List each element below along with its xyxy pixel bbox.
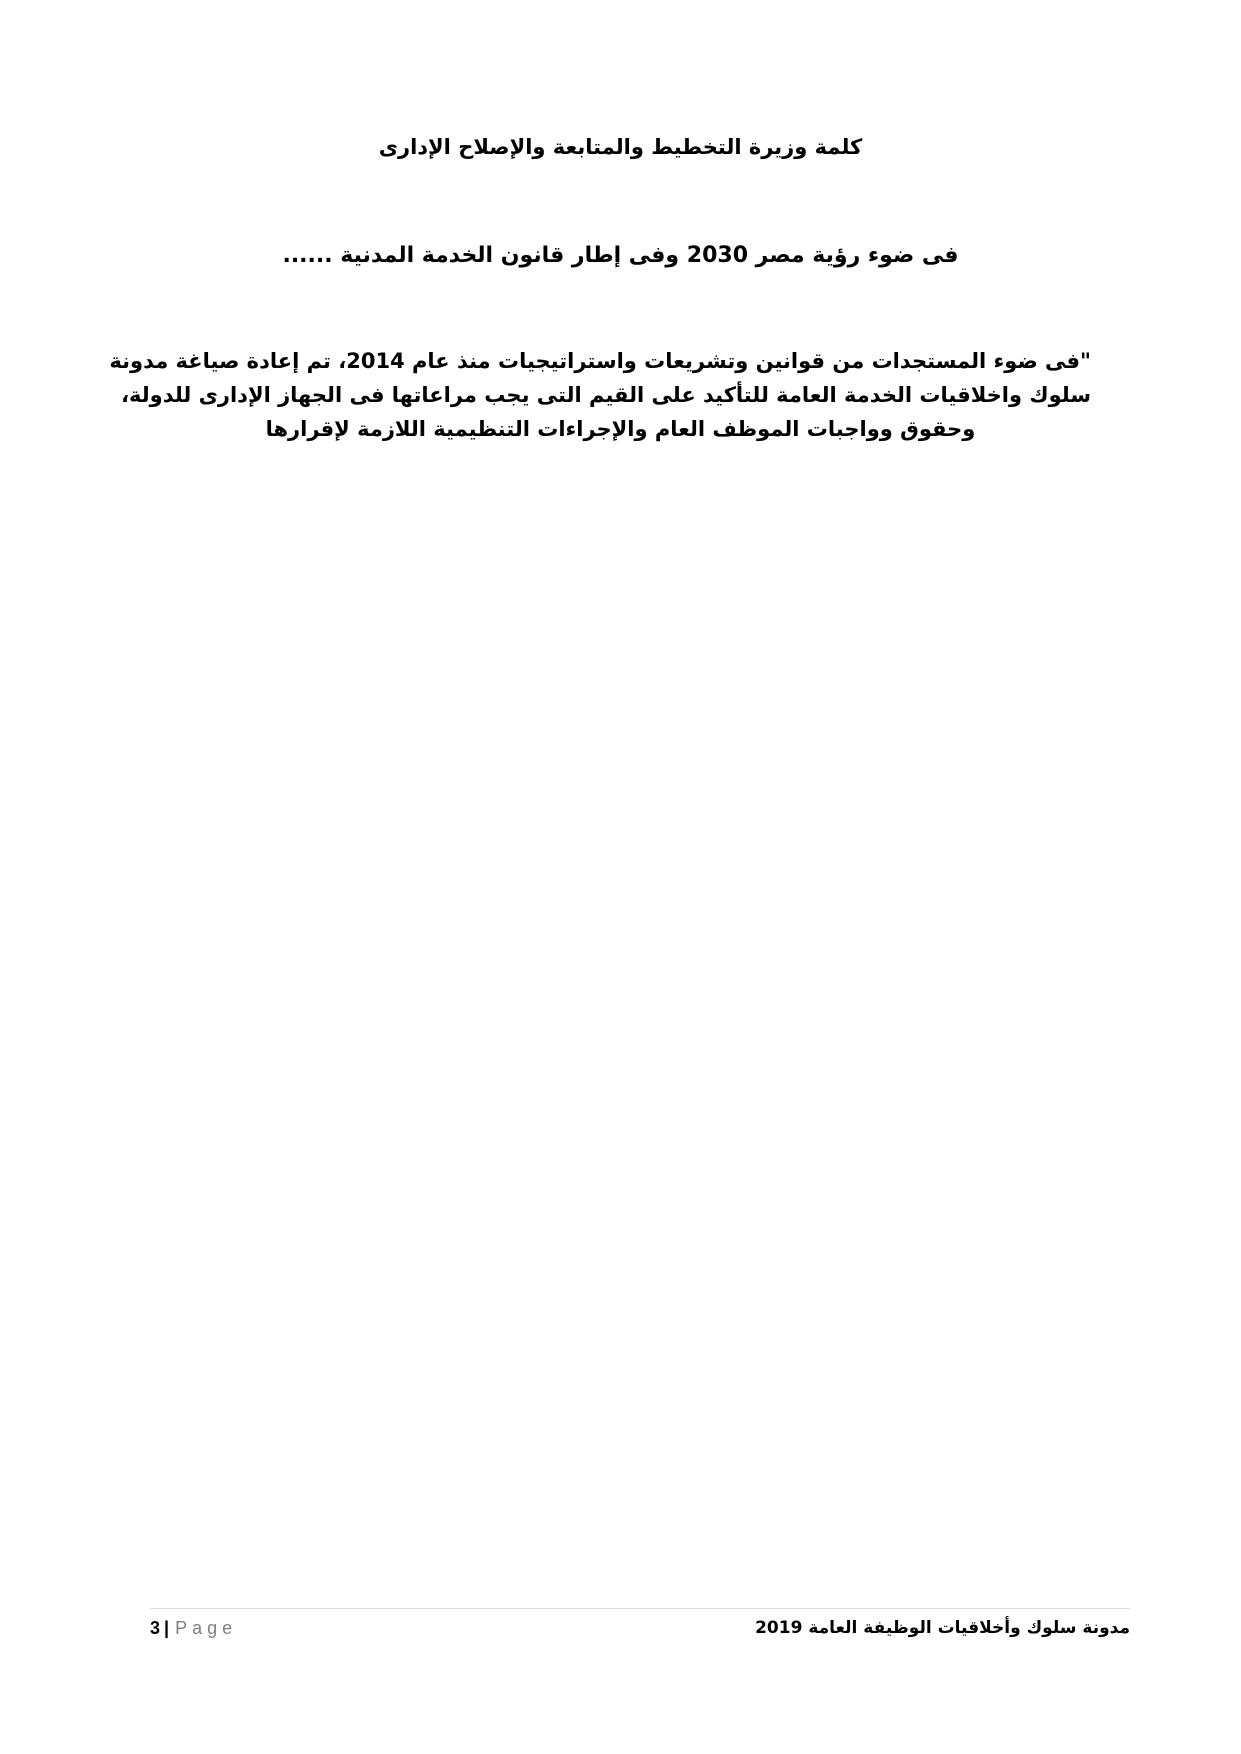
paragraph-line: "فى ضوء المستجدات من قوانين وتشريعات واستراتيجيات منذ عام 2014، تم إعادة صياغة مدونة <box>109 349 1091 373</box>
page-number: 3 <box>150 1618 161 1638</box>
footer-separator: | <box>164 1618 170 1638</box>
paragraph-line: سلوك واخلاقيات الخدمة العامة للتأكيد على القيم التى يجب مراعاتها فى الجهاز الإدارى للدولة، <box>121 383 1091 407</box>
page-title: كلمة وزيرة التخطيط والمتابعة والإصلاح الإدارى <box>378 135 863 159</box>
footer-divider <box>150 1608 1130 1609</box>
paragraph-line: وحقوق وواجبات الموظف العام والإجراءات التنظيمية اللازمة لإقرارها <box>265 417 976 441</box>
footer-page-indicator <box>150 1615 237 1641</box>
footer-document-name: مدونة سلوك وأخلاقيات الوظيفة العامة 2019 <box>755 1618 1130 1638</box>
page-subtitle: فى ضوء رؤية مصر 2030 وفى إطار قانون الخدمة المدنية ...... <box>282 243 959 268</box>
page-label: Page <box>175 1618 238 1638</box>
body-paragraph <box>109 344 1091 446</box>
